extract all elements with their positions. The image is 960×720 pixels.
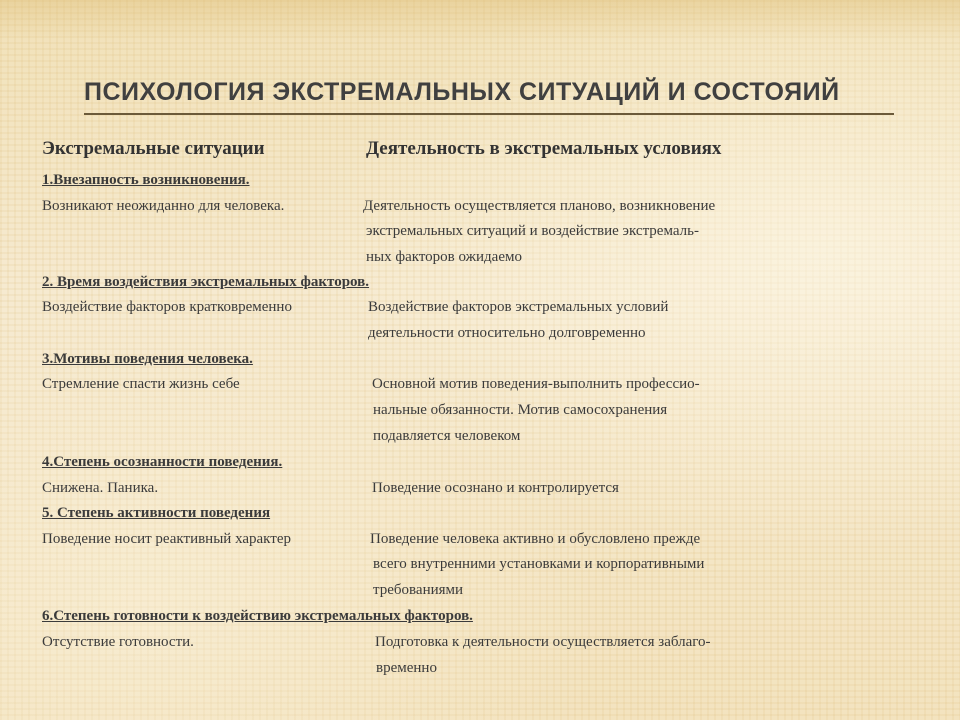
left-text: Воздействие факторов кратковременно (42, 299, 292, 315)
right-text: подавляется человеком (373, 428, 521, 444)
right-text: Воздействие факторов экстремальных условий (368, 299, 669, 315)
section-heading: 4.Степень осознанности поведения. (42, 454, 283, 470)
right-text: Поведение осознано и контролируется (372, 480, 619, 496)
right-text: нальные обязанности. Мотив самосохранения (373, 402, 668, 418)
right-text: временно (376, 660, 437, 676)
column-header-right: Деятельность в экстремальных условиях (366, 138, 722, 159)
right-text: деятельности относительно долговременно (368, 325, 646, 341)
right-text: Основной мотив поведения-выполнить профессио- (372, 376, 700, 392)
decorative-top-band (0, 0, 960, 40)
left-text: Снижена. Паника. (42, 480, 159, 496)
left-text: Поведение носит реактивный характер (42, 531, 291, 547)
right-text: экстремальных ситуаций и воздействие экстремаль- (366, 223, 699, 239)
left-text: Возникают неожиданно для человека. (42, 198, 285, 214)
title-underline (84, 113, 894, 115)
section-heading: 6.Степень готовности к воздействию экстремальных факторов. (42, 608, 473, 624)
column-header-left: Экстремальные ситуации (42, 138, 265, 159)
section-heading: 2. Время воздействия экстремальных факторов. (42, 274, 370, 290)
section-heading: 5. Степень активности поведения (42, 505, 271, 521)
right-text: Деятельность осуществляется планово, возникновение (363, 198, 716, 214)
left-text: Отсутствие готовности. (42, 634, 194, 650)
right-text: Поведение человека активно и обусловлено прежде (370, 531, 701, 547)
right-text: Подготовка к деятельности осуществляется заблаго- (375, 634, 711, 650)
right-text: всего внутренними установками и корпоративными (373, 556, 705, 572)
right-text: ных факторов ожидаемо (366, 249, 522, 265)
section-heading: 1.Внезапность возникновения. (42, 172, 250, 188)
left-text: Стремление спасти жизнь себе (42, 376, 240, 392)
slide-title: ПСИХОЛОГИЯ ЭКСТРЕМАЛЬНЫХ СИТУАЦИЙ И СОСТОЯИЙ (84, 78, 840, 106)
right-text: требованиями (373, 582, 464, 598)
section-heading: 3.Мотивы поведения человека. (42, 351, 253, 367)
